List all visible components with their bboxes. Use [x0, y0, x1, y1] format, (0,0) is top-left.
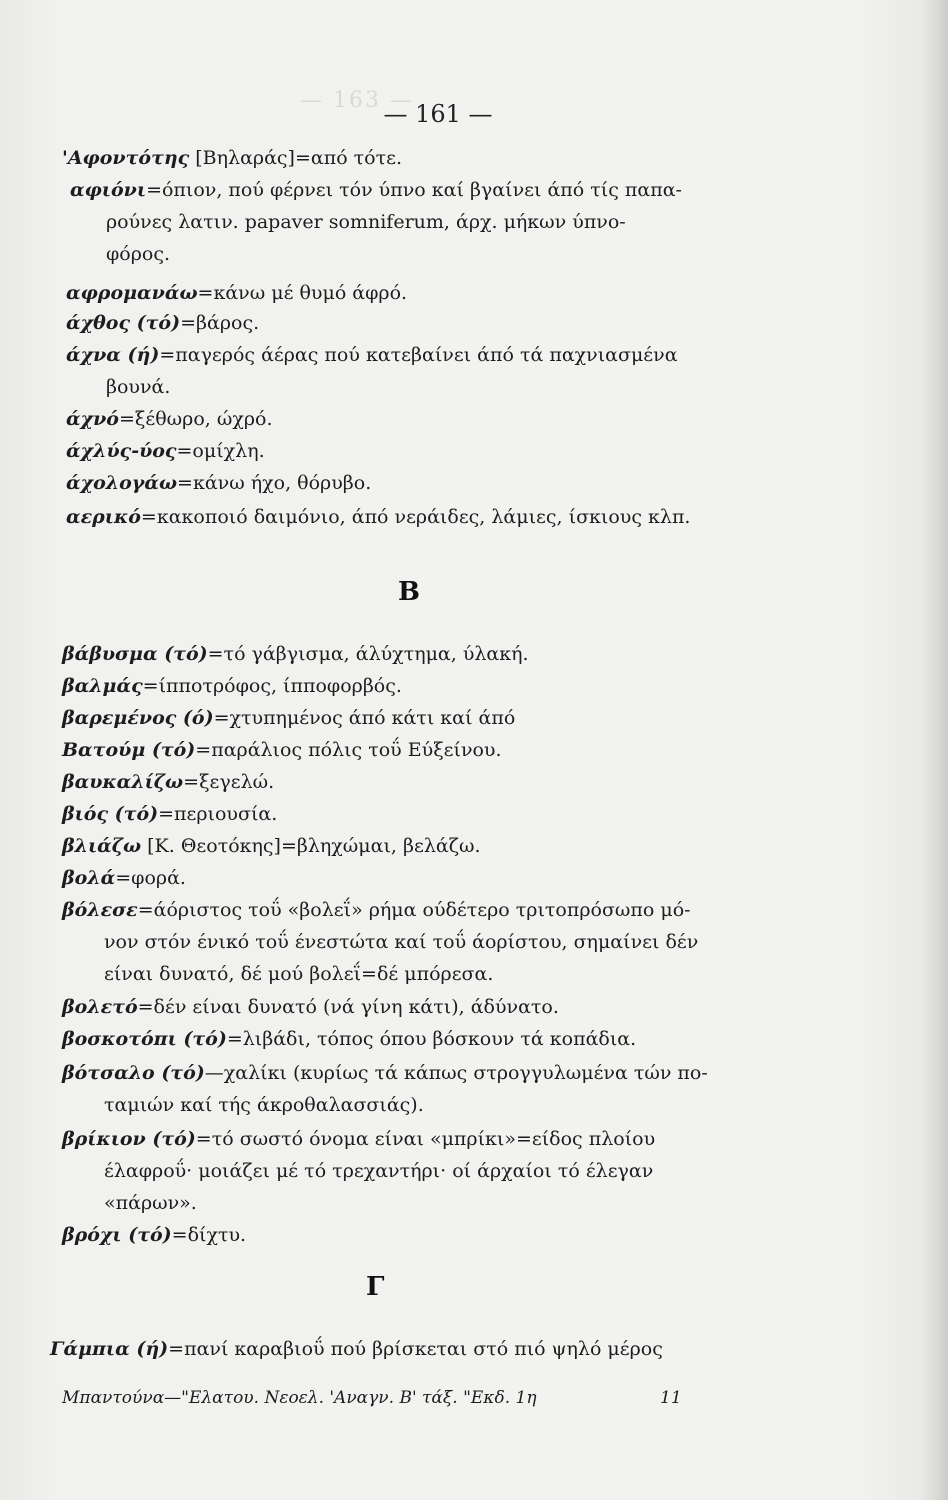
glossary-entry: [62, 143, 402, 173]
page-footer: [62, 1388, 682, 1408]
entry-term: βολά: [62, 867, 116, 889]
entry-term: βολετό: [62, 996, 138, 1018]
entry-definition: =λιβάδι, τόπος όπου βόσκουν τά κοπάδια.: [226, 1028, 637, 1050]
page-number: — 161 —: [383, 100, 493, 128]
glossary-entry: [66, 340, 678, 370]
entry-definition: =παγερός άέρας πού κατεβαίνει άπό τά παχνιασμένα: [159, 344, 678, 366]
entry-definition: =κακοποιό δαιμόνιο, άπό νεράιδες, λάμιες, ίσκιους κλπ.: [140, 506, 691, 528]
entry-term: βρίκιον (τό): [62, 1128, 196, 1150]
entry-continuation: φόρος.: [106, 243, 171, 265]
glossary-entry: [62, 863, 186, 893]
glossary-entry: [62, 992, 559, 1022]
entry-term: άχνό: [66, 408, 119, 430]
entry-definition: [Κ. Θεοτόκης]=βληχώμαι, βελάζω.: [141, 835, 481, 857]
glossary-entry: [50, 1334, 663, 1364]
entry-term: βόλεσε: [62, 899, 138, 921]
glossary-entry: [66, 502, 690, 532]
entry-definition: =όπιον, πού φέρνει τόν ύπνο καί βγαίνει άπό τίς παπα-: [146, 179, 682, 201]
glossary-entry: [66, 468, 371, 498]
entry-term: βιός (τό): [62, 803, 159, 825]
bleed-through-page-number: — 163 —: [300, 88, 414, 113]
entry-definition: =ομίχλη.: [176, 440, 265, 462]
entry-term: άχολογάω: [66, 472, 178, 494]
entry-continuation: ρούνες λατιν. papaver somniferum, άρχ. μήκων ύπνο-: [106, 211, 626, 233]
entry-definition: =πανί καραβιοΰ πού βρίσκεται στό πιό ψηλό μέρος: [168, 1338, 663, 1360]
glossary-entry: [62, 1124, 655, 1154]
entry-continuation: νον στόν ένικό τοΰ ένεστώτα καί τοΰ άορίστου, σημαίνει δέν: [104, 931, 699, 953]
glossary-entry: [66, 404, 273, 434]
entry-term: Γάμπια (ή): [50, 1338, 169, 1360]
entry-term: άχθος (τό): [66, 312, 181, 334]
entry-definition: =χτυπημένος άπό κάτι καί άπό: [213, 707, 516, 729]
entry-term: Βατούμ (τό): [62, 739, 196, 761]
glossary-entry: [62, 703, 515, 733]
entry-definition: =κάνω ήχο, θόρυβο.: [177, 472, 372, 494]
entry-term: βαυκαλίζω: [62, 771, 184, 793]
glossary-entry: [62, 1220, 246, 1250]
entry-definition: =παράλιος πόλις τοΰ Εύξείνου.: [195, 739, 502, 761]
entry-continuation: έλαφροΰ· μοιάζει μέ τό τρεχαντήρι· οί άρχαίοι τό έλεγαν: [104, 1160, 654, 1182]
glossary-entry: [62, 735, 502, 765]
entry-definition: =δίχτυ.: [171, 1224, 247, 1246]
page-edge-shadow: [920, 0, 948, 1500]
entry-continuation: βουνά.: [106, 376, 171, 398]
entry-definition: =ίπποτρόφος, ίπποφορβός.: [142, 675, 402, 697]
entry-term: αερικό: [66, 506, 141, 528]
entry-definition: =βάρος.: [180, 312, 260, 334]
section-heading-g: Γ: [366, 1272, 386, 1302]
glossary-entry: [62, 831, 481, 861]
entry-definition: =κάνω μέ θυμό άφρό.: [197, 282, 408, 304]
glossary-entry: [70, 175, 682, 205]
entry-definition: =ξεγελώ.: [183, 771, 275, 793]
entry-term: βαρεμένος (ό): [62, 707, 214, 729]
entry-term: βότσαλο (τό): [62, 1062, 205, 1084]
entry-definition: =φορά.: [115, 867, 186, 889]
entry-term: βαλμάς: [62, 675, 143, 697]
glossary-entry: [62, 895, 691, 925]
glossary-entry: [62, 1024, 636, 1054]
entry-definition: =ξέθωρο, ώχρό.: [118, 408, 273, 430]
entry-definition: [Βηλαράς]=από τότε.: [189, 147, 403, 169]
entry-term: 'Αφοντότης: [62, 147, 190, 169]
glossary-entry: [66, 308, 259, 338]
entry-term: βοσκοτόπι (τό): [62, 1028, 227, 1050]
entry-continuation: είναι δυνατό, δέ μού βολεΐ=δέ μπόρεσα.: [104, 963, 494, 985]
entry-term: αφρομανάω: [66, 282, 198, 304]
entry-term: αφιόνι: [70, 179, 147, 201]
glossary-entry: [62, 671, 402, 701]
entry-definition: =δέν είναι δυνατό (νά γίνη κάτι), άδύνατο.: [137, 996, 559, 1018]
entry-term: βρόχι (τό): [62, 1224, 172, 1246]
entry-definition: =περιουσία.: [158, 803, 278, 825]
glossary-entry: [62, 1058, 708, 1088]
glossary-entry: [66, 278, 407, 308]
glossary-entry: [62, 639, 529, 669]
entry-continuation: ταμιών καί τής άκροθαλασσιάς).: [104, 1094, 424, 1116]
entry-term: βλιάζω: [62, 835, 142, 857]
entry-definition: =τό γάβγισμα, άλύχτημα, ύλακή.: [207, 643, 529, 665]
footer-signature: 11: [660, 1388, 682, 1408]
glossary-entry: [62, 799, 277, 829]
entry-definition: =τό σωστό όνομα είναι «μπρίκι»=είδος πλοίου: [195, 1128, 656, 1150]
entry-term: άχλύς-ύος: [66, 440, 177, 462]
footer-imprint: Μπαντούνα—"Ελατου. Νεοελ. 'Αναγν. Β' τάξ. "Εκδ. 1η: [62, 1388, 537, 1408]
entry-continuation: «πάρων».: [104, 1192, 197, 1214]
entry-term: άχνα (ή): [66, 344, 160, 366]
glossary-entry: [62, 767, 274, 797]
glossary-entry: [66, 436, 265, 466]
entry-term: βάβυσμα (τό): [62, 643, 208, 665]
entry-definition: =άόριστος τοΰ «βολεΐ» ρήμα ούδέτερο τριτοπρόσωπο μό-: [137, 899, 691, 921]
entry-definition: —χαλίκι (κυρίως τά κάπως στρογγυλωμένα τών πο-: [204, 1062, 708, 1084]
section-heading-b: Β: [398, 577, 421, 607]
